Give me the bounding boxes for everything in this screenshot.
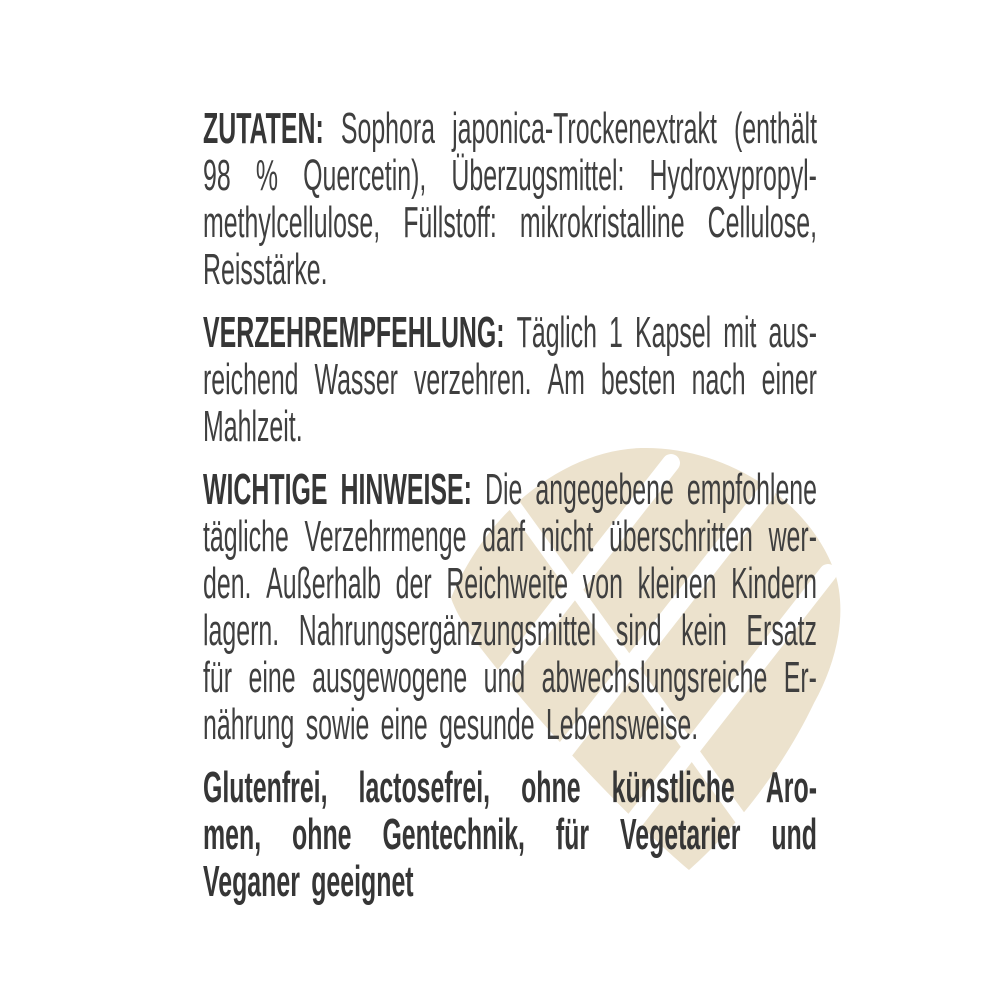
word: lagern. <box>203 606 280 655</box>
section-heading-word: HINWEISE: <box>340 465 472 514</box>
word: sind <box>615 606 662 655</box>
word: ohne <box>292 810 352 859</box>
text-line <box>203 309 817 356</box>
section-heading-word: WICHTIGE <box>203 465 328 514</box>
word: lactosefrei, <box>358 763 491 812</box>
word: wer- <box>768 512 817 561</box>
text-line <box>203 403 817 450</box>
word: kleinen <box>637 559 717 608</box>
word: eine <box>248 653 296 702</box>
word: japonica-Trockenextrakt <box>452 104 717 153</box>
text-line <box>203 607 817 654</box>
word: tägliche <box>203 512 289 561</box>
word: nicht <box>540 512 594 561</box>
word: Veganer <box>203 857 300 906</box>
word: und <box>483 653 526 702</box>
text-line <box>203 199 817 246</box>
text-line <box>203 356 817 403</box>
word: Außerhalb <box>266 559 382 608</box>
word: eine <box>380 700 428 749</box>
word: Aro- <box>765 763 817 812</box>
word: methylcellulose, <box>203 198 381 247</box>
word: Überzugsmittel: <box>451 151 625 200</box>
text-line <box>203 105 817 152</box>
word: mikrokristalline <box>519 198 685 247</box>
word: Verzehrmenge <box>304 512 467 561</box>
word: Ersatz <box>746 606 817 655</box>
word: Die <box>484 465 523 514</box>
word: angegebene <box>535 465 674 514</box>
word: % <box>255 151 278 200</box>
word: reichend <box>203 355 299 404</box>
word: von <box>582 559 623 608</box>
word: aus- <box>768 308 817 357</box>
word: nährung <box>203 700 295 749</box>
word: verzehren. <box>413 355 532 404</box>
word: Kapsel <box>635 308 712 357</box>
label-text-block <box>203 105 820 905</box>
paragraph-claims <box>203 764 817 905</box>
word: ausgewogene <box>312 653 468 702</box>
word: Am <box>547 355 585 404</box>
word: Kindern <box>731 559 817 608</box>
word: Hydroxypropyl- <box>649 151 817 200</box>
word: geeignet <box>311 857 414 906</box>
word: Gentechnik, <box>382 810 525 859</box>
word: ohne <box>521 763 581 812</box>
text-line <box>203 654 817 701</box>
word: Wasser <box>314 355 398 404</box>
word: darf <box>482 512 526 561</box>
text-line <box>203 152 817 199</box>
word: Quercetin), <box>303 151 427 200</box>
word: sowie <box>305 700 370 749</box>
text-line <box>203 701 817 748</box>
word: Vegetarier <box>619 810 741 859</box>
word: der <box>395 559 432 608</box>
paragraph-zutaten <box>203 105 817 293</box>
word: Er- <box>783 653 817 702</box>
word: Täglich <box>516 308 597 357</box>
word: Mahlzeit. <box>203 402 303 451</box>
section-heading-word: ZUTATEN: <box>203 104 324 153</box>
text-column <box>203 105 817 905</box>
text-line <box>203 858 817 905</box>
text-line <box>203 246 817 293</box>
word: Cellulose, <box>707 198 817 247</box>
word: gesunde <box>439 700 535 749</box>
word: kein <box>681 606 727 655</box>
word: künstliche <box>611 763 735 812</box>
word: Reisstärke. <box>203 245 328 294</box>
word: nach <box>691 355 746 404</box>
word: empfohlene <box>686 465 817 514</box>
word: 98 <box>203 151 231 200</box>
text-line <box>203 811 817 858</box>
text-line <box>203 764 817 811</box>
word: Glutenfrei, <box>203 763 328 812</box>
word: besten <box>600 355 676 404</box>
word: Lebensweise. <box>545 700 699 749</box>
word: einer <box>761 355 817 404</box>
section-heading-word: VERZEHREMPFEHLUNG: <box>203 308 505 357</box>
word: für <box>555 810 590 859</box>
word: überschritten <box>608 512 753 561</box>
text-line <box>203 513 817 560</box>
word: Füllstoff: <box>403 198 497 247</box>
word: men, <box>203 810 262 859</box>
word: abwechslungsreiche <box>541 653 768 702</box>
paragraph-wichtige-hinweise <box>203 466 817 748</box>
word: Reichweite <box>446 559 569 608</box>
word: Nahrungsergänzungsmittel <box>298 606 597 655</box>
word: (enthält <box>733 104 818 153</box>
word: den. <box>203 559 252 608</box>
word: Sophora <box>340 104 436 153</box>
word: mit <box>723 308 757 357</box>
text-line <box>203 560 817 607</box>
word: 1 <box>609 308 623 357</box>
paragraph-verzehrempfehlung <box>203 309 817 450</box>
word: für <box>203 653 233 702</box>
text-line <box>203 466 817 513</box>
word: und <box>771 810 817 859</box>
